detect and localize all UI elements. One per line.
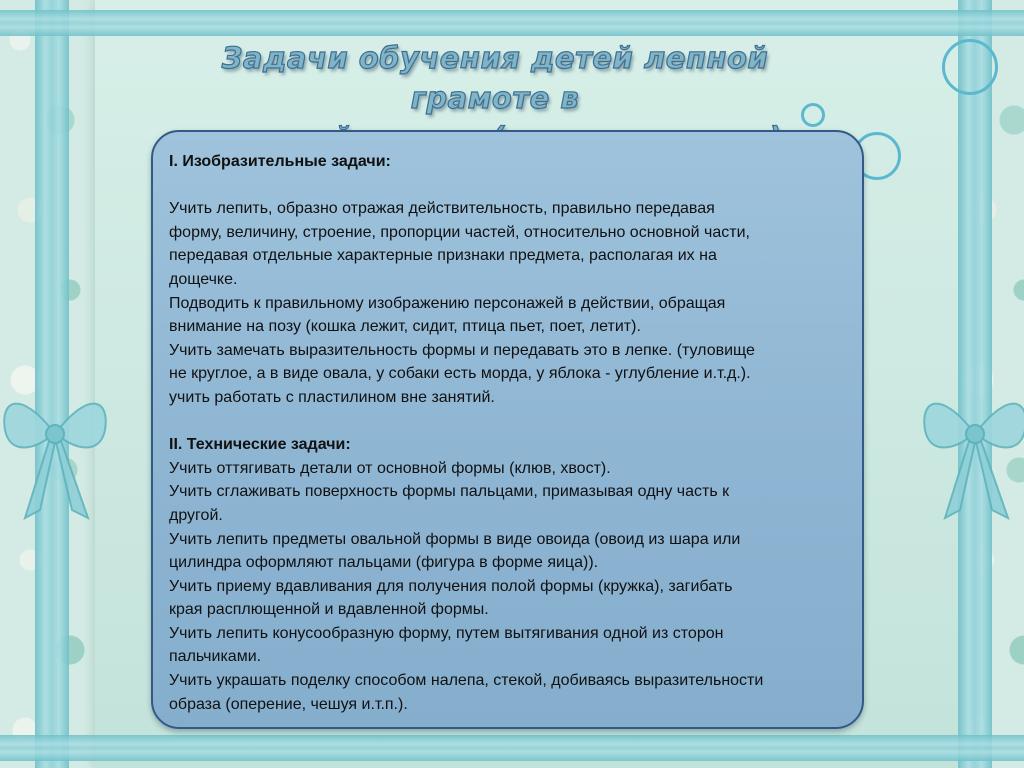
section-2-line: Учить приему вдавливания для получения полой формы (кружка), загибать xyxy=(169,577,733,595)
section-1-line: форму, величину, строение, пропорции частей, относительно основной части, xyxy=(169,223,750,241)
section-1-line: учить работать с пластилином вне занятий. xyxy=(169,388,495,406)
section-1-line: не круглое, а в виде овала, у собаки есть морда, у яблока - углубление и.т.д.). xyxy=(169,365,751,383)
section-2-line: образа (оперение, чешуя и.т.п.). xyxy=(169,695,408,713)
section-1-line: Учить лепить, образно отражая действительность, правильно передавая xyxy=(169,200,715,218)
section-1-line: дощечке. xyxy=(169,270,238,288)
section-1-heading: I. Изобразительные задачи: xyxy=(169,153,391,170)
section-2-line: другой. xyxy=(169,506,223,524)
section-2-line: края расплющенной и вдавленной формы. xyxy=(169,601,489,619)
ribbon-bow-right-icon xyxy=(920,360,1024,520)
section-2-line: Учить оттягивать детали от основной формы (клюв, хвост). xyxy=(169,459,611,477)
section-1-line: Подводить к правильному изображению персонажей в действии, обращая xyxy=(169,294,726,312)
section-1-line: передавая отдельные характерные признаки предмета, располагая их на xyxy=(169,247,717,265)
section-2-line: пальчиками. xyxy=(169,648,262,666)
spacer xyxy=(169,174,848,198)
decor-circle-icon xyxy=(942,39,998,95)
spacer xyxy=(169,410,848,434)
section-2-heading: II. Технические задачи: xyxy=(169,436,351,454)
slide-title-line-1: Задачи обучения детей лепной грамоте в xyxy=(221,41,769,115)
section-2-line: Учить лепить предметы овальной формы в виде овоида (овоид из шара или xyxy=(169,530,741,548)
section-1-line: Учить замечать выразительность формы и передавать это в лепке. (туловище xyxy=(169,341,755,359)
ribbon-bottom xyxy=(0,735,1024,761)
section-2-line: Учить сглаживать поверхность формы пальцами, примазывая одну часть к xyxy=(169,483,730,501)
content-box xyxy=(151,130,864,729)
section-2-line: цилиндра оформляют пальцами (фигура в форме яица)). xyxy=(169,554,599,572)
ribbon-bow-left-icon xyxy=(0,360,110,520)
ribbon-top xyxy=(0,10,1024,36)
section-2-line: Учить украшать поделку способом налепа, стекой, добиваясь выразительности xyxy=(169,672,764,690)
section-1-line: внимание на позу (кошка лежит, сидит, птица пьет, поет, летит). xyxy=(169,318,641,336)
section-2-line: Учить лепить конусообразную форму, путем вытягивания одной из сторон xyxy=(169,624,724,642)
